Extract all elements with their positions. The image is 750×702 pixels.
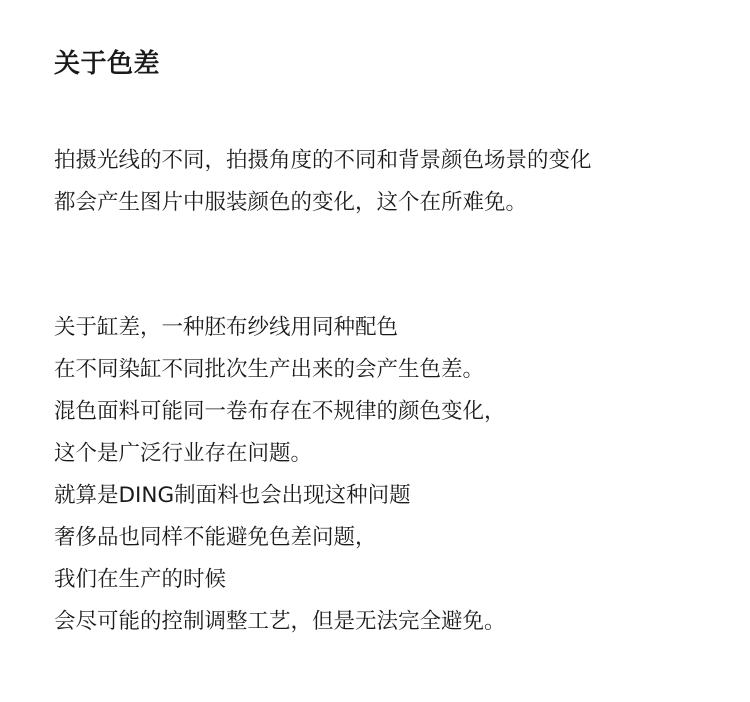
text-line: 拍摄光线的不同，拍摄角度的不同和背景颜色场景的变化 xyxy=(54,148,592,173)
text-line: 都会产生图片中服装颜色的变化，这个在所难免。 xyxy=(54,190,528,215)
page-title: 关于色差 xyxy=(54,49,161,79)
text-line: 就算是DING制面料也会出现这种问题 xyxy=(54,483,411,508)
dye-lot-paragraph xyxy=(54,307,506,643)
text-line: 关于缸差，一种胚布纱线用同种配色 xyxy=(54,315,399,340)
text-line: 这个是广泛行业存在问题。 xyxy=(54,441,313,466)
text-line: 会尽可能的控制调整工艺，但是无法完全避免。 xyxy=(54,609,506,634)
text-line: 我们在生产的时候 xyxy=(54,567,227,592)
intro-paragraph xyxy=(54,140,592,224)
text-line: 在不同染缸不同批次生产出来的会产生色差。 xyxy=(54,357,485,382)
text-line: 混色面料可能同一卷布存在不规律的颜色变化， xyxy=(54,399,506,424)
text-line: 奢侈品也同样不能避免色差问题， xyxy=(54,525,377,550)
